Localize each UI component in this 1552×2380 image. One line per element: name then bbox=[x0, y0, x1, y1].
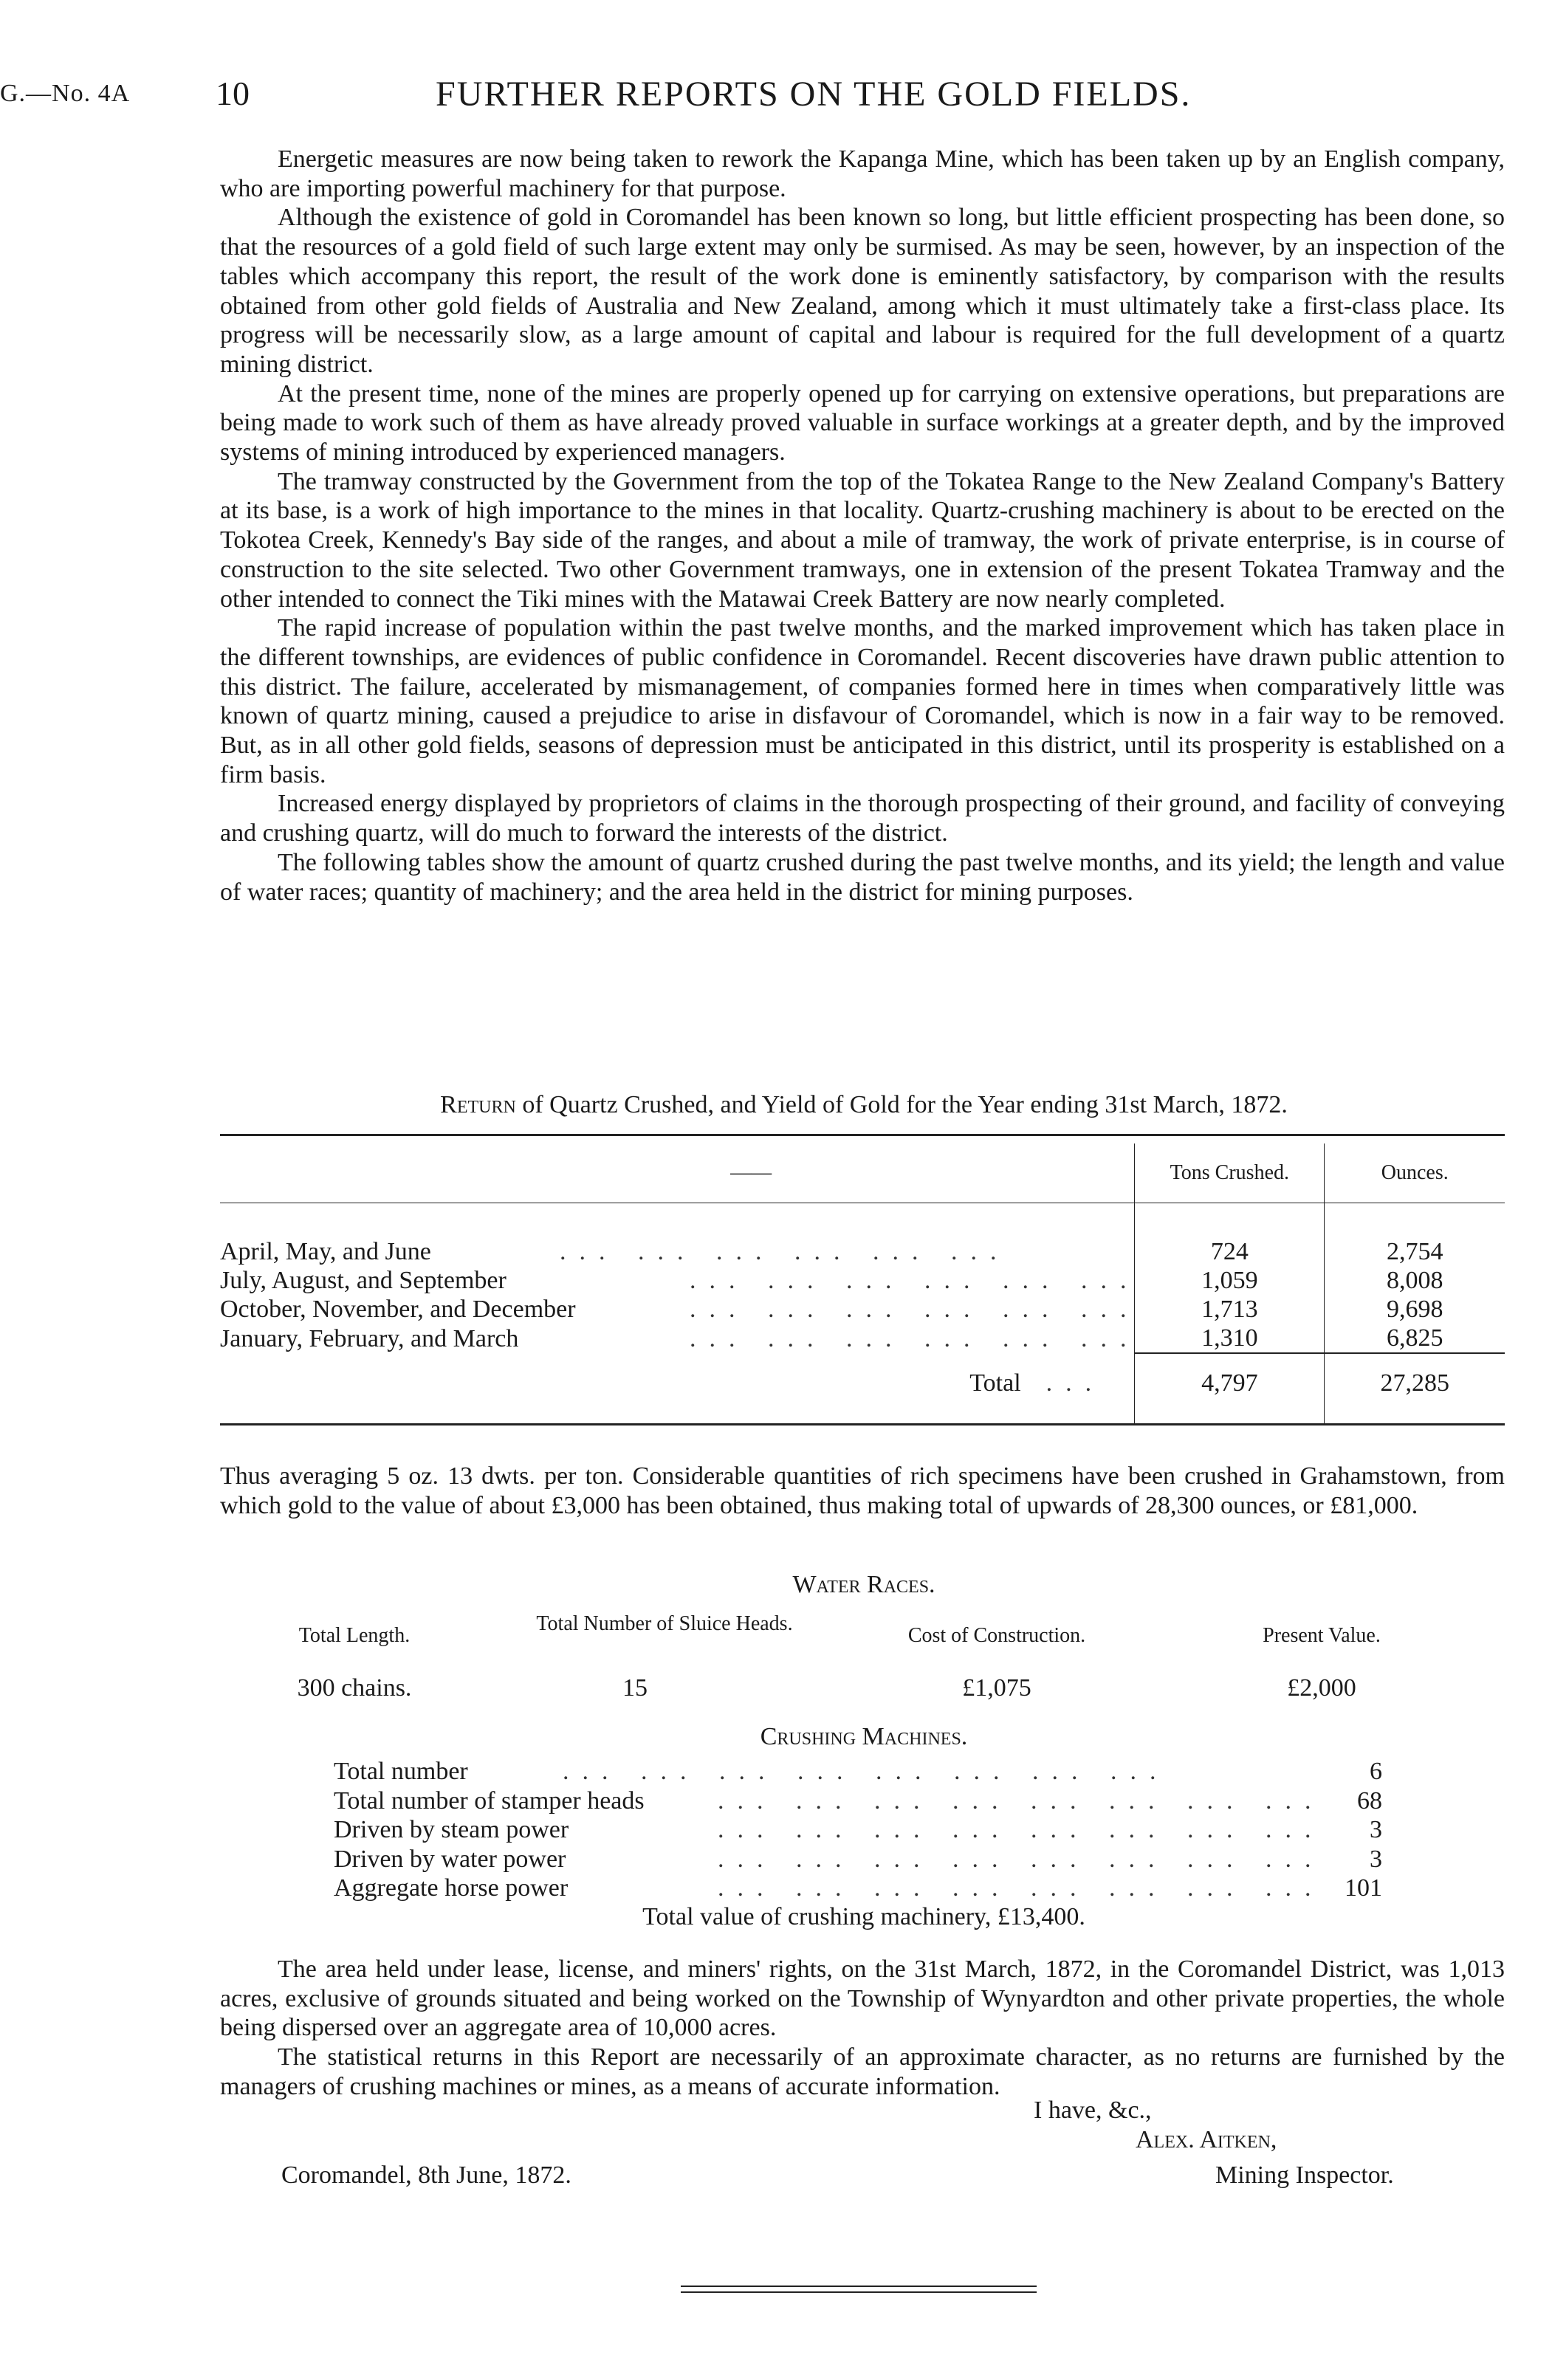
crushing-machinery-total: Total value of crushing machinery, £13,400. bbox=[642, 1903, 1085, 1930]
paragraph: The statistical returns in this Report are necessarily of an approximate character, as no returns are furnished by the managers of crushing machines or mines, as a means of accurate information. bbox=[220, 2043, 1505, 2100]
list-item bbox=[334, 1815, 1382, 1845]
paragraph: At the present time, none of the mines are properly opened up for carrying on extensive operations, but preparations are being made to work such of them as have already proved valuable in surface workings at a greater depth, and by the improved systems of mining introduced by experienced managers. bbox=[220, 379, 1505, 467]
crushing-machines-list bbox=[334, 1757, 1382, 1903]
paragraph: Although the existence of gold in Coromandel has been known so long, but little efficient prospecting has been done, so that the resources of a gold field of such large extent may only be surmised. As may be seen, however, by an inspection of the tables which accompany this report, the result of the work done is eminently satisfactory, by comparison with the results obtained from other gold fields of Australia and New Zealand, among which it must ultimately take a first-class place. Its progress will be necessarily slow, as a large amount of capital and labour is required for the full development of a quartz mining district. bbox=[220, 204, 1505, 378]
dot-leader: ... ... ... ... ... ... ... ... bbox=[563, 1758, 1170, 1785]
page-number: 10 bbox=[216, 75, 250, 112]
tons-value: 724 bbox=[1135, 1237, 1325, 1266]
signoff-place-date: Coromandel, 8th June, 1872. bbox=[281, 2161, 571, 2189]
total-length-value: 300 chains. bbox=[297, 1674, 412, 1702]
water-races-values bbox=[281, 1674, 1506, 1711]
present-value-header: Present Value. bbox=[1263, 1624, 1381, 1647]
dot-leader: ... bbox=[1045, 1369, 1105, 1397]
averaging-paragraph bbox=[220, 1462, 1505, 1520]
end-rule bbox=[681, 2291, 1037, 2293]
dot-leader: ... ... ... ... ... ... bbox=[690, 1267, 1140, 1294]
dot-leader: ... ... ... ... ... ... ... ... bbox=[718, 1845, 1325, 1873]
page-header bbox=[0, 74, 1552, 125]
ounces-value: 2,754 bbox=[1325, 1237, 1505, 1266]
signoff-name: Alex. Aitken, bbox=[1136, 2126, 1277, 2153]
item-value: 68 bbox=[1357, 1786, 1382, 1815]
table-row bbox=[220, 1237, 1505, 1266]
water-races-header bbox=[281, 1612, 1506, 1671]
paragraph: The area held under lease, license, and miners' rights, on the 31st March, 1872, in the Coromandel District, was 1,013 acres, exclusive of grounds situated and being worked on the Township of Wynyardton and other private properties, the whole being dispersed over an aggregate area of 10,000 acres. bbox=[220, 1956, 1505, 2042]
ounces-value: 8,008 bbox=[1325, 1266, 1505, 1295]
dot-leader: ... ... ... ... ... ... bbox=[690, 1296, 1140, 1323]
period-label: October, November, and December bbox=[220, 1296, 576, 1323]
period-label: April, May, and June bbox=[220, 1238, 431, 1265]
return-table-caption bbox=[222, 1091, 1506, 1119]
total-length-header: Total Length. bbox=[298, 1624, 411, 1647]
dot-leader: ... ... ... ... ... ... bbox=[690, 1324, 1140, 1352]
list-item bbox=[334, 1845, 1382, 1874]
item-value: 3 bbox=[1370, 1845, 1382, 1873]
cost-value: £1,075 bbox=[962, 1674, 1031, 1702]
signoff-position: Mining Inspector. bbox=[1215, 2161, 1394, 2189]
table-row bbox=[220, 1295, 1505, 1324]
table-header-row bbox=[220, 1143, 1505, 1203]
total-tons: 4,797 bbox=[1135, 1353, 1325, 1413]
item-label: Driven by steam power bbox=[334, 1816, 569, 1843]
tons-value: 1,310 bbox=[1135, 1324, 1325, 1353]
cost-header: Cost of Construction. bbox=[907, 1624, 1086, 1647]
dot-leader: ... ... ... ... ... ... bbox=[560, 1238, 1010, 1265]
blank-header: —— bbox=[220, 1143, 1135, 1203]
water-races-title: Water Races. bbox=[792, 1571, 935, 1598]
dot-leader: ... ... ... ... ... ... ... ... bbox=[718, 1786, 1325, 1815]
item-label: Total number bbox=[334, 1758, 468, 1785]
end-rule bbox=[681, 2286, 1037, 2287]
item-value: 101 bbox=[1345, 1874, 1382, 1902]
paragraph: Energetic measures are now being taken to rework the Kapanga Mine, which has been taken up by an English company, who are importing powerful machinery for that purpose. bbox=[220, 145, 1505, 202]
table-total-row bbox=[220, 1353, 1505, 1413]
sluice-heads-header: Total Number of Sluice Heads. bbox=[536, 1612, 793, 1635]
item-label: Aggregate horse power bbox=[334, 1874, 569, 1902]
paragraph: Thus averaging 5 oz. 13 dwts. per ton. Considerable quantities of rich specimens have been crushed in Grahamstown, from which gold to the value of about £3,000 has been obtained, thus making total of upwards of 28,300 ounces, or £81,000. bbox=[220, 1462, 1505, 1519]
item-label: Driven by water power bbox=[334, 1845, 566, 1873]
dot-leader: ... ... ... ... ... ... ... ... bbox=[718, 1874, 1325, 1902]
caption-rest: of Quartz Crushed, and Yield of Gold for the Year ending 31st March, 1872. bbox=[515, 1091, 1288, 1118]
period-label: July, August, and September bbox=[220, 1267, 507, 1294]
item-value: 6 bbox=[1370, 1758, 1382, 1785]
total-ounces: 27,285 bbox=[1325, 1353, 1505, 1413]
closing-paragraphs bbox=[220, 1955, 1505, 2102]
caption-lead: Return bbox=[440, 1091, 516, 1118]
tons-value: 1,059 bbox=[1135, 1266, 1325, 1295]
document-reference: G.—No. 4A bbox=[0, 80, 131, 107]
list-item bbox=[334, 1786, 1382, 1816]
list-item bbox=[334, 1757, 1382, 1786]
list-item bbox=[334, 1874, 1382, 1903]
paragraph: Increased energy displayed by proprietors of claims in the thorough prospecting of their ground, and facility of conveying and crushing quartz, will do much to forward the interests of the district. bbox=[220, 790, 1505, 847]
item-label: Total number of stamper heads bbox=[334, 1786, 645, 1815]
present-value-value: £2,000 bbox=[1287, 1674, 1356, 1702]
ounces-value: 6,825 bbox=[1325, 1324, 1505, 1353]
dot-leader: ... ... ... ... ... ... ... ... bbox=[718, 1816, 1325, 1843]
table-row bbox=[220, 1266, 1505, 1295]
running-title: FURTHER REPORTS ON THE GOLD FIELDS. bbox=[436, 75, 1192, 114]
report-body bbox=[220, 145, 1505, 907]
quartz-return-table bbox=[220, 1134, 1505, 1425]
ounces-value: 9,698 bbox=[1325, 1295, 1505, 1324]
ounces-header: Ounces. bbox=[1325, 1143, 1505, 1203]
paragraph: The following tables show the amount of quartz crushed during the past twelve months, and its yield; the length and value of water races; quantity of machinery; and the area held in the district for mining purposes. bbox=[220, 848, 1505, 906]
crushing-machines-title: Crushing Machines. bbox=[760, 1723, 968, 1750]
tons-crushed-header: Tons Crushed. bbox=[1135, 1143, 1325, 1203]
total-label: Total bbox=[969, 1369, 1021, 1397]
paragraph: The tramway constructed by the Government from the top of the Tokatea Range to the New Zealand Company's Battery at its base, is a work of high importance to the mines in that locality. Quartz-crushing machinery is about to be erected on the Tokotea Creek, Kennedy's Bay side of the ranges, and about a mile of tramway, the work of private enterprise, is in course of construction to the site selected. Two other Government tramways, one in extension of the present Tokatea Tramway and the other intended to connect the Tiki mines with the Matawai Creek Battery are now nearly completed. bbox=[220, 467, 1505, 613]
table-row bbox=[220, 1324, 1505, 1353]
tons-value: 1,713 bbox=[1135, 1295, 1325, 1324]
period-label: January, February, and March bbox=[220, 1324, 519, 1352]
signoff-greeting: I have, &c., bbox=[1034, 2097, 1152, 2124]
sluice-heads-value: 15 bbox=[622, 1674, 648, 1702]
item-value: 3 bbox=[1370, 1816, 1382, 1843]
paragraph: The rapid increase of population within the past twelve months, and the marked improvement which has taken place in the different townships, are evidences of public confidence in Coromandel. Recent discoveries have drawn public attention to this district. The failure, accelerated by mismanagement, of companies formed here in times when comparatively little was known of quartz mining, caused a prejudice to arise in disfavour of Coromandel, which is now in a fair way to be removed. But, as in all other gold fields, seasons of depression must be anticipated in this district, until its prosperity is established on a firm basis. bbox=[220, 614, 1505, 788]
